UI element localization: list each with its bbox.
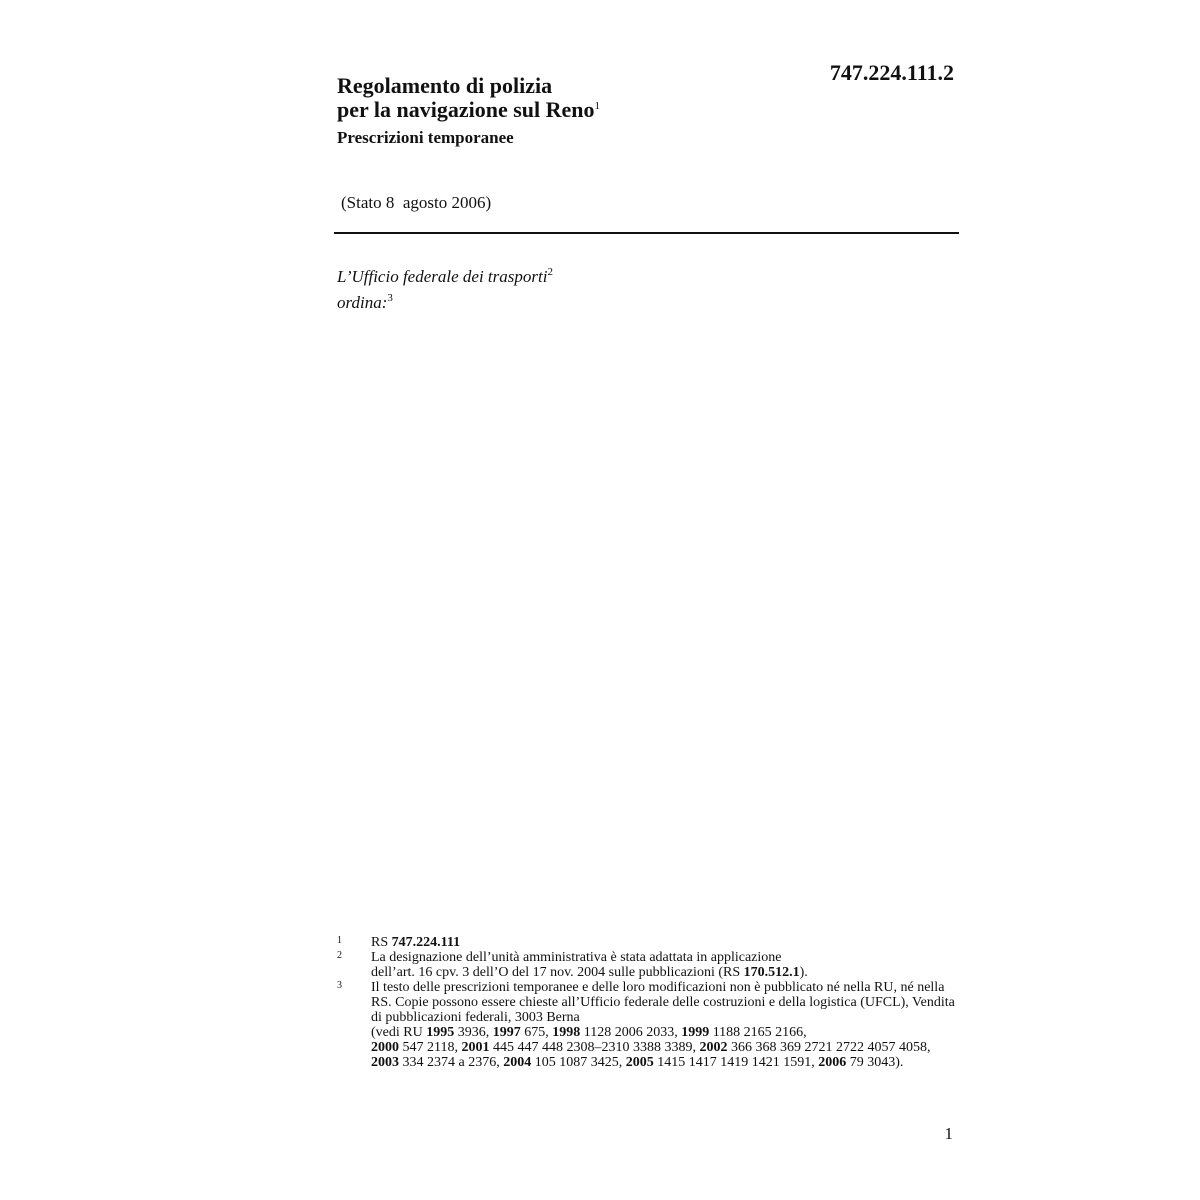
intro-authority-line [337, 264, 553, 290]
ru-year: 2005 [625, 1055, 654, 1070]
footnote-reference: 747.224.111 [391, 935, 461, 950]
ru-year: 2002 [699, 1040, 728, 1055]
ru-pages: 334 2374 a 2376, [399, 1055, 504, 1070]
footnote-3 [337, 980, 957, 1070]
ru-pages: 366 368 369 2721 2722 4057 4058, [727, 1040, 931, 1055]
ru-pages: 79 3043). [846, 1055, 904, 1070]
document-subtitle: Prescrizioni temporanee [337, 128, 514, 147]
intro-authority: L’Ufficio federale dei trasporti [337, 267, 548, 286]
ru-year: 2004 [503, 1055, 532, 1070]
document-title-line-1: Regolamento di polizia [337, 73, 553, 98]
ru-year: 1995 [426, 1025, 455, 1040]
ru-year: 2001 [461, 1040, 490, 1055]
document-title-line-2 [337, 98, 817, 122]
horizontal-divider [334, 232, 959, 234]
intro-verb: ordina: [337, 293, 388, 312]
footnotes-section [337, 935, 957, 1070]
ru-pages: 105 1087 3425, [531, 1055, 626, 1070]
ru-year: 2000 [371, 1040, 399, 1055]
footnote-text [371, 950, 957, 980]
footnote-line: dell’art. 16 cpv. 3 dell’O del 17 nov. 2004 sulle pubblicazioni (RS [371, 965, 744, 980]
footnote-text [371, 935, 957, 950]
footnote-ref-3[interactable]: 3 [387, 292, 393, 304]
ru-pages: 3936, [454, 1025, 493, 1040]
ru-year: 1998 [552, 1025, 581, 1040]
intro-block [337, 264, 553, 316]
footnote-reference: 170.512.1 [743, 965, 800, 980]
ru-pages: 1415 1417 1419 1421 1591, [653, 1055, 819, 1070]
footnote-2 [337, 950, 957, 980]
ru-year: 2006 [818, 1055, 847, 1070]
page-number: 1 [944, 1124, 953, 1143]
title-block [337, 74, 817, 148]
footnote-ref-2[interactable]: 2 [547, 266, 553, 278]
intro-verb-line [337, 290, 553, 316]
footnote-intro: Il testo delle prescrizioni temporanee e delle loro modificazioni non è pubblicato né nella RU, né nella RS. Copie possono essere chieste all’Ufficio federale delle costruzioni e della logistica (UFCL), Vendita di pubblicazioni federali, 3003 Berna [371, 980, 955, 1025]
ru-year: 2003 [371, 1055, 399, 1070]
footnote-refs-open: (vedi RU [371, 1025, 427, 1040]
footnote-number: 1 [337, 935, 342, 946]
footnote-line: La designazione dell’unità amministrativa è stata adattata in applicazione [371, 950, 782, 965]
footnote-1 [337, 935, 957, 950]
document-title-text: per la navigazione sul Reno [337, 97, 595, 122]
ru-year: 1997 [492, 1025, 521, 1040]
footnote-text [371, 980, 957, 1070]
footnote-prefix: RS [371, 935, 392, 950]
ru-pages: 547 2118, [399, 1040, 462, 1055]
footnote-ref-1[interactable]: 1 [594, 100, 601, 112]
footnote-suffix: ). [799, 965, 808, 980]
ru-year: 1999 [681, 1025, 710, 1040]
footnote-number: 3 [337, 980, 342, 991]
document-code: 747.224.111.2 [829, 60, 954, 85]
footnote-number: 2 [337, 950, 342, 961]
ru-pages: 675, [520, 1025, 553, 1040]
ru-pages: 1188 2165 2166, [709, 1025, 807, 1040]
ru-pages: 1128 2006 2033, [580, 1025, 682, 1040]
status-date: (Stato 8 agosto 2006) [341, 193, 492, 212]
ru-pages: 445 447 448 2308–2310 3388 3389, [489, 1040, 700, 1055]
